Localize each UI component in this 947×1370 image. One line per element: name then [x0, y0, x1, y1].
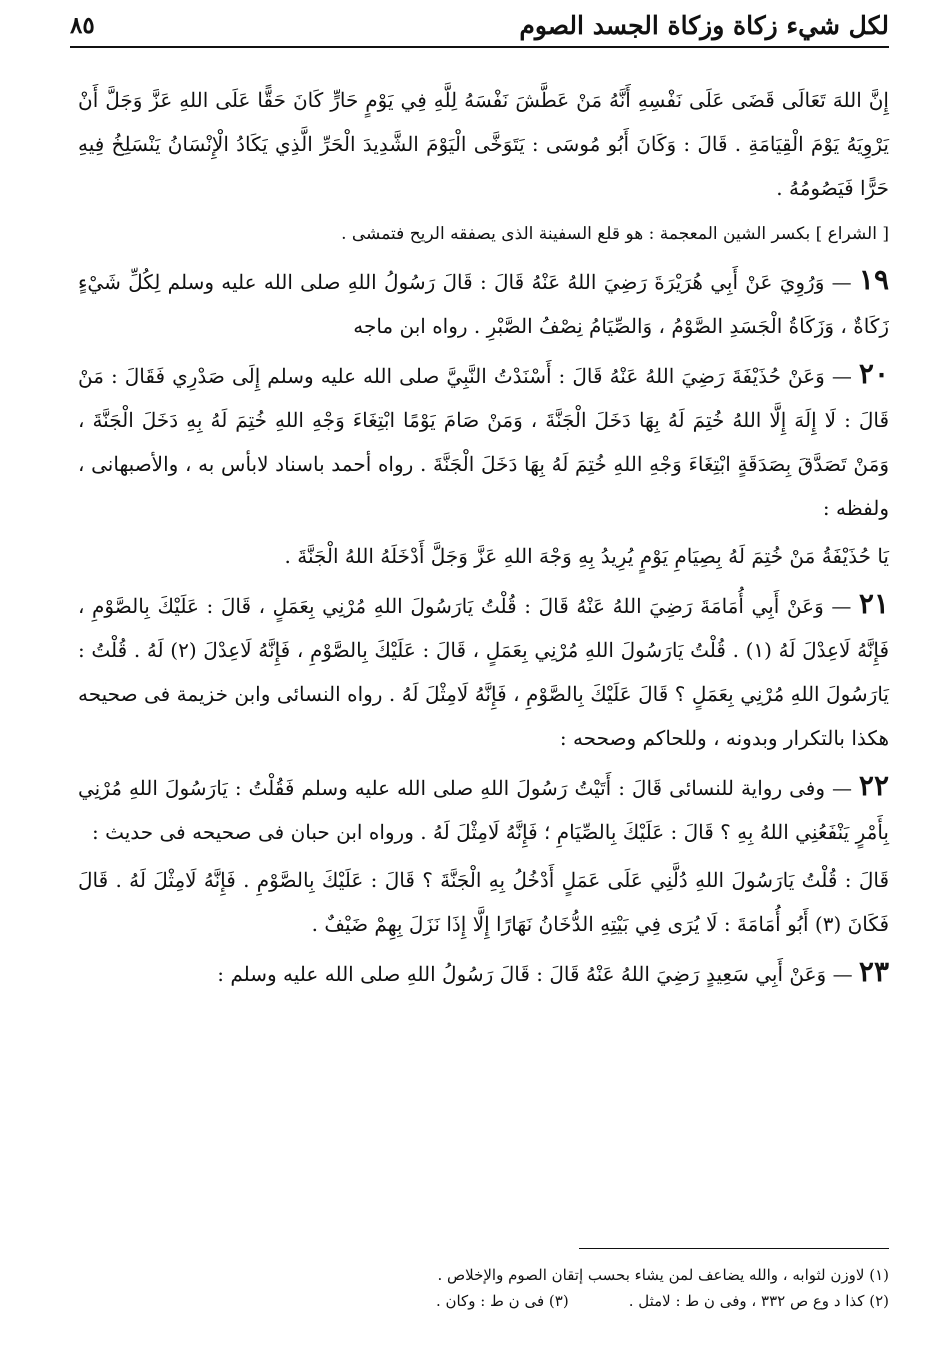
page-number: ٨٥ [70, 11, 95, 39]
hadith-number: ٢٢ [858, 769, 889, 802]
page-header [70, 6, 889, 44]
hadith-number: ٢٠ [858, 357, 889, 390]
hadith-22: ٢٢ — وفى رواية للنسائى قَالَ : أَتَيْتُ رَسُولَ اللهِ صلى الله عليه وسلم فَقُلْتُ : يَارَسُولَ اللهِ مُرْنِي بِأَمْرٍ يَنْفَعُنِي اللهُ بِهِ ؟ قَالَ : عَلَيْكَ بِالصِّيَامِ ؛ فَإِنَّهُ لَامِثْلَ لَهُ . ورواه ابن حبان فى صحيحه فى حديث : [78, 769, 889, 844]
hadith-20: ٢٠ — وَعَنْ حُذَيْفَةَ رَضِيَ اللهُ عَنْهُ قَالَ : أَسْنَدْتُ النَّبِيَّ صلى الله عليه وسلم إِلَى صَدْرِي فَقَالَ : مَنْ قَالَ : لَا إِلَهَ إِلَّا اللهُ خُتِمَ لَهُ بِهَا دَخَلَ الْجَنَّةَ ، وَمَنْ صَامَ يَوْمًا ابْتِغَاءَ وَجْهِ اللهِ خُتِمَ لَهُ بِهِ دَخَلَ الْجَنَّةَ ، وَمَنْ تَصَدَّقَ بِصَدَقَةٍ ابْتِغَاءَ وَجْهِ اللهِ خُتِمَ لَهُ بِهَا دَخَلَ الْجَنَّةَ . رواه أحمد باسناد لابأس به ، والأصبهانى ، ولفظه : [78, 357, 890, 520]
hadith-22-wording: قَالَ : قُلْتُ يَارَسُولَ اللهِ دُلَّنِي عَلَى عَمَلٍ أَدْخُلُ بِهِ الْجَنَّةَ ؟ قَالَ : عَلَيْكَ بِالصَّوْمِ . فَإِنَّهُ لَامِثْلَ لَهُ . قَالَ فَكَانَ (٣) أَبُو أُمَامَةَ : لَا يُرَى فِي بَيْتِهِ الدُّخَانُ نَهَارًا إِلَّا إِذَا نَزَلَ بِهِمْ ضَيْفٌ . [78, 868, 889, 936]
footnote-rule [579, 1248, 889, 1249]
footnote-3: (٣) فى ن ط : وكان . [435, 1292, 569, 1310]
hadith-number: ٢١ [858, 587, 889, 620]
header-rule [70, 46, 889, 48]
footnote-row [200, 1288, 889, 1314]
footnotes [200, 1262, 889, 1314]
main-text [78, 78, 889, 1000]
running-title: لكل شيء زكاة وزكاة الجسد الصوم [519, 10, 889, 40]
hadith-number: ٢٣ [858, 955, 889, 988]
hadith-20-wording: يَا حُذَيْفَةُ مَنْ خُتِمَ لَهُ بِصِيَامِ يَوْمٍ يُرِيدُ بِهِ وَجْهَ اللهِ عَزَّ وَجَلَّ أَدْخَلَهُ اللهُ الْجَنَّةَ . [284, 544, 889, 568]
hadith-number: ١٩ [858, 263, 889, 296]
footnote-1: (١) لاوزن لثوابه ، والله يضاعف لمن يشاء بحسب إتقان الصوم والإخلاص . [437, 1266, 889, 1284]
gloss-note: [ الشراع ] بكسر الشين المعجمة : هو قلع السفينة الذى يصفقه الريح فتمشى . [341, 224, 889, 244]
hadith-19: ١٩ — وَرُوِيَ عَنْ أَبِي هُرَيْرَةَ رَضِيَ اللهُ عَنْهُ قَالَ : قَالَ رَسُولُ اللهِ صلى الله عليه وسلم لِكُلِّ شَيْءٍ زَكَاةٌ ، وَزَكَاةُ الْجَسَدِ الصَّوْمُ ، وَالصِّيَامُ نِصْفُ الصَّبْرِ . رواه ابن ماجه [78, 263, 889, 338]
hadith-21: ٢١ — وَعَنْ أَبِي أُمَامَةَ رَضِيَ اللهُ عَنْهُ قَالَ : قُلْتُ يَارَسُولَ اللهِ مُرْنِي بِعَمَلٍ ، قَالَ : عَلَيْكَ بِالصَّوْمِ ، فَإِنَّهُ لَاعِدْلَ لَهُ (١) . قُلْتُ يَارَسُولَ اللهِ مُرْنِي بِعَمَلٍ ، قَالَ : عَلَيْكَ بِالصَّوْمِ ، فَإِنَّهُ لَاعِدْلَ (٢) لَهُ . قُلْتُ : يَارَسُولَ اللهِ مُرْنِي بِعَمَلٍ ؟ قَالَ عَلَيْكَ بِالصَّوْمِ ، فَإِنَّهُ لَامِثْلَ لَهُ . رواه النسائى وابن خزيمة فى صحيحه هكذا بالتكرار وبدونه ، وللحاكم وصححه : [78, 587, 890, 750]
footnote-2: (٢) كذا د وع ص ٣٣٢ ، وفى ن ط : لامثل . [628, 1292, 889, 1310]
hadith-23: ٢٣ — وَعَنْ أَبِي سَعِيدٍ رَضِيَ اللهُ عَنْهُ قَالَ : قَالَ رَسُولُ اللهِ صلى الله عليه وسلم : [217, 955, 889, 988]
paragraph-1: إِنَّ اللهَ تَعَالَى قَضَى عَلَى نَفْسِهِ أَنَّهُ مَنْ عَطَّشَ نَفْسَهُ لِلَّهِ فِي يَوْمٍ حَارٍّ كَانَ حَقًّا عَلَى اللهِ عَزَّ وَجَلَّ أَنْ يَرْوِيَهُ يَوْمَ الْقِيَامَةِ . قَالَ : وَكَانَ أَبُو مُوسَى : يَتَوَخَّى الْيَوْمَ الشَّدِيدَ الْحَرِّ الَّذِي يَكَادُ الْإِنْسَانُ يَنْسَلِخُ فِيهِ حَرًّا فَيَصُومُهُ . [78, 88, 889, 200]
